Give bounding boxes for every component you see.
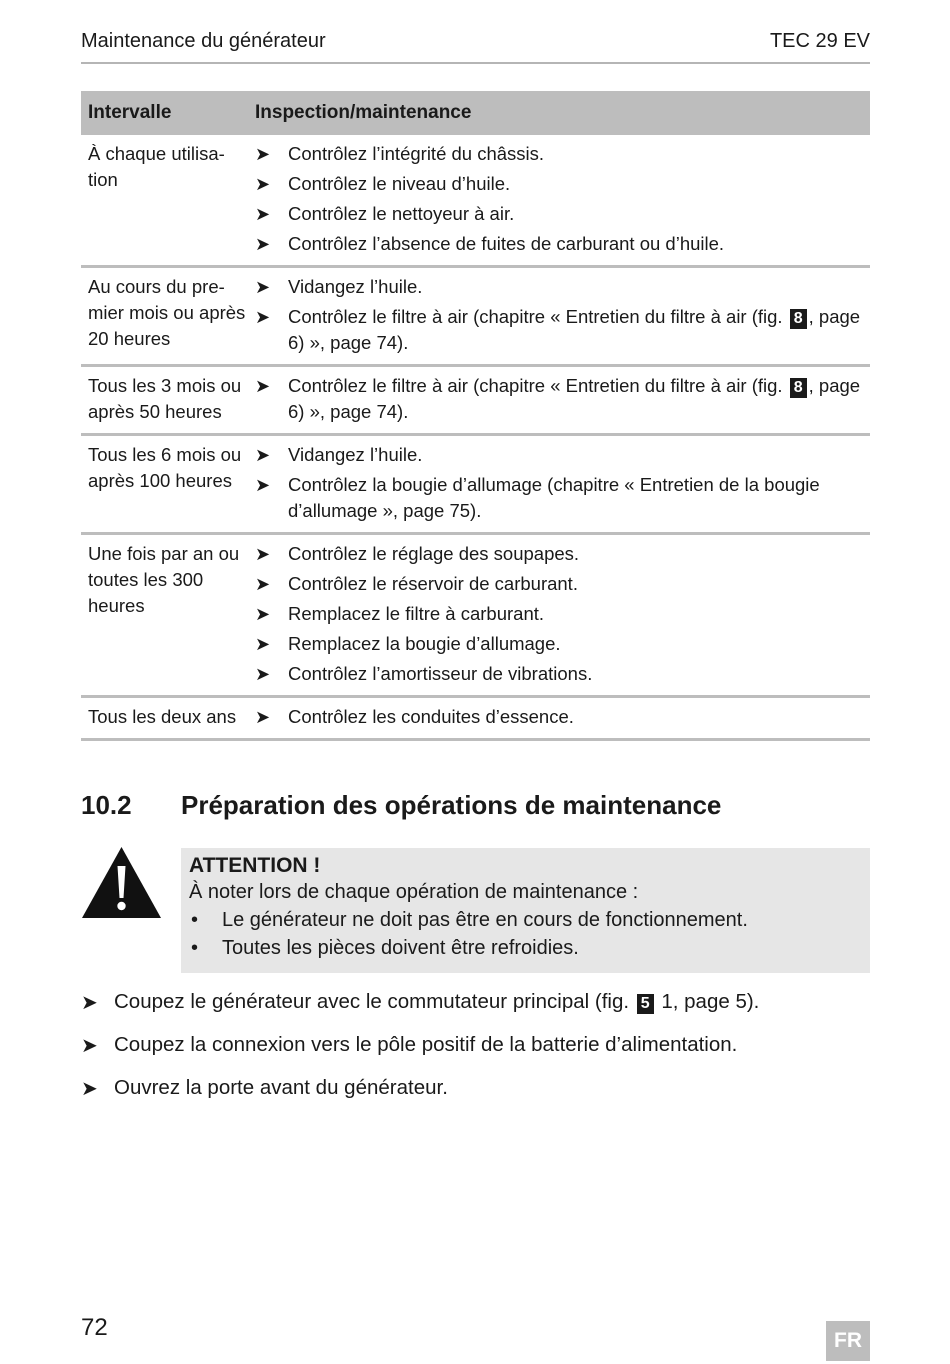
list-item bbox=[255, 704, 870, 730]
list-item bbox=[255, 631, 870, 657]
list-item bbox=[255, 231, 870, 257]
list-item bbox=[255, 472, 870, 524]
item-text: Contrôlez les conduites d’essence. bbox=[288, 706, 574, 727]
column-header-inspection: Inspection/maintenance bbox=[248, 91, 870, 135]
arrow-icon: ➤ bbox=[255, 707, 271, 727]
arrow-icon: ➤ bbox=[255, 144, 271, 164]
list-item bbox=[255, 661, 870, 687]
item-text: Ouvrez la porte avant du générateur. bbox=[114, 1076, 448, 1099]
figure-ref-badge: 5 bbox=[637, 994, 654, 1014]
item-text: Contrôlez le réglage des soupapes. bbox=[288, 543, 580, 564]
item-text: Contrôlez l’amortisseur de vibrations. bbox=[288, 663, 593, 684]
item-text: Remplacez la bougie d’allumage. bbox=[288, 633, 561, 654]
item-text-after: 1, page 5). bbox=[655, 990, 760, 1013]
maintenance-table bbox=[81, 91, 870, 741]
table-row bbox=[81, 135, 870, 267]
item-text: Contrôlez l’intégrité du châssis. bbox=[288, 143, 545, 164]
interval-cell: Tous les 6 mois ou après 100 heures bbox=[81, 435, 248, 534]
list-item bbox=[255, 373, 870, 425]
language-badge: FR bbox=[826, 1321, 870, 1361]
list-item bbox=[255, 304, 870, 356]
page-header bbox=[81, 30, 870, 64]
inspection-cell bbox=[248, 435, 870, 534]
interval-cell: Tous les deux ans bbox=[81, 697, 248, 740]
arrow-icon: ➤ bbox=[255, 174, 271, 194]
inspection-list bbox=[255, 373, 870, 425]
procedure-step bbox=[81, 1033, 870, 1076]
figure-ref-badge: 8 bbox=[790, 378, 807, 398]
arrow-icon: ➤ bbox=[255, 376, 271, 396]
figure-ref-badge: 8 bbox=[790, 309, 807, 329]
list-item bbox=[255, 171, 870, 197]
arrow-icon: ➤ bbox=[255, 604, 271, 624]
header-model: TEC 29 EV bbox=[769, 30, 870, 52]
inspection-list bbox=[255, 274, 870, 356]
arrow-icon: ➤ bbox=[255, 475, 271, 495]
item-text: Vidangez l’huile. bbox=[288, 444, 423, 465]
bullet-icon: • bbox=[191, 909, 199, 931]
list-item bbox=[255, 541, 870, 567]
arrow-icon: ➤ bbox=[81, 1078, 98, 1100]
item-text: Coupez le générateur avec le commutateur principal (fig. bbox=[114, 990, 635, 1013]
procedure-steps bbox=[81, 990, 870, 1119]
arrow-icon: ➤ bbox=[255, 634, 271, 654]
item-text: Contrôlez le niveau d’huile. bbox=[288, 173, 511, 194]
section-title: Préparation des opérations de maintenance bbox=[181, 790, 722, 820]
warning-list bbox=[189, 909, 748, 965]
arrow-icon: ➤ bbox=[255, 574, 271, 594]
arrow-icon: ➤ bbox=[255, 277, 271, 297]
page-number: 72 bbox=[81, 1314, 108, 1341]
table-row bbox=[81, 267, 870, 366]
list-item bbox=[255, 201, 870, 227]
arrow-icon: ➤ bbox=[81, 1035, 98, 1057]
item-text: Contrôlez la bougie d’allumage (chapitre « Entretien de la bougie d’allumage », page 75). bbox=[288, 474, 820, 521]
warning-intro: À noter lors de chaque opération de maintenance : bbox=[189, 881, 639, 903]
section-heading bbox=[81, 790, 721, 821]
warning-title: ATTENTION ! bbox=[189, 854, 321, 877]
bullet-icon: • bbox=[191, 937, 199, 959]
inspection-list bbox=[255, 541, 870, 687]
list-item bbox=[255, 601, 870, 627]
item-text: Vidangez l’huile. bbox=[288, 276, 423, 297]
item-text: Coupez la connexion vers le pôle positif de la batterie d’alimentation. bbox=[114, 1033, 738, 1056]
arrow-icon: ➤ bbox=[81, 992, 98, 1014]
interval-cell: À chaque utilisa-tion bbox=[81, 135, 248, 267]
list-item bbox=[255, 274, 870, 300]
warning-item: • Toutes les pièces doivent être refroidies. bbox=[191, 937, 579, 959]
list-item bbox=[255, 141, 870, 167]
item-text: Contrôlez le filtre à air (chapitre « Entretien du filtre à air (fig. bbox=[288, 306, 788, 327]
warning-item: • Le générateur ne doit pas être en cours de fonctionnement. bbox=[191, 909, 748, 931]
list-item bbox=[255, 571, 870, 597]
list-item bbox=[255, 442, 870, 468]
arrow-icon: ➤ bbox=[255, 664, 271, 684]
arrow-icon: ➤ bbox=[255, 445, 271, 465]
table-header-row bbox=[81, 91, 870, 135]
inspection-list bbox=[255, 141, 870, 257]
header-section-title: Maintenance du générateur bbox=[81, 30, 326, 52]
table-row bbox=[81, 366, 870, 435]
item-text: Contrôlez le réservoir de carburant. bbox=[288, 573, 578, 594]
interval-cell: Une fois par an ou toutes les 300 heures bbox=[81, 534, 248, 697]
inspection-cell bbox=[248, 135, 870, 267]
arrow-icon: ➤ bbox=[255, 307, 271, 327]
procedure-step bbox=[81, 990, 870, 1033]
interval-cell: Au cours du pre-mier mois ou après 20 heures bbox=[81, 267, 248, 366]
arrow-icon: ➤ bbox=[255, 234, 271, 254]
arrow-icon: ➤ bbox=[255, 204, 271, 224]
inspection-cell bbox=[248, 697, 870, 740]
inspection-list bbox=[255, 704, 870, 730]
column-header-interval: Intervalle bbox=[81, 91, 248, 135]
item-text: Contrôlez le filtre à air (chapitre « Entretien du filtre à air (fig. bbox=[288, 375, 788, 396]
item-text-after: , page 6) », page 74). bbox=[288, 375, 861, 422]
inspection-list bbox=[255, 442, 870, 524]
inspection-cell bbox=[248, 267, 870, 366]
warning-box bbox=[181, 848, 870, 973]
item-text: Contrôlez l’absence de fuites de carburant ou d’huile. bbox=[288, 233, 725, 254]
inspection-cell bbox=[248, 366, 870, 435]
item-text-after: , page 6) », page 74). bbox=[288, 306, 861, 353]
warning-triangle-icon bbox=[81, 846, 162, 919]
interval-cell: Tous les 3 mois ou après 50 heures bbox=[81, 366, 248, 435]
arrow-icon: ➤ bbox=[255, 544, 271, 564]
section-number: 10.2 bbox=[81, 790, 132, 820]
inspection-cell bbox=[248, 534, 870, 697]
table-row bbox=[81, 534, 870, 697]
item-text: Remplacez le filtre à carburant. bbox=[288, 603, 545, 624]
procedure-step bbox=[81, 1076, 870, 1119]
table-row bbox=[81, 697, 870, 740]
item-text: Contrôlez le nettoyeur à air. bbox=[288, 203, 515, 224]
table-row bbox=[81, 435, 870, 534]
